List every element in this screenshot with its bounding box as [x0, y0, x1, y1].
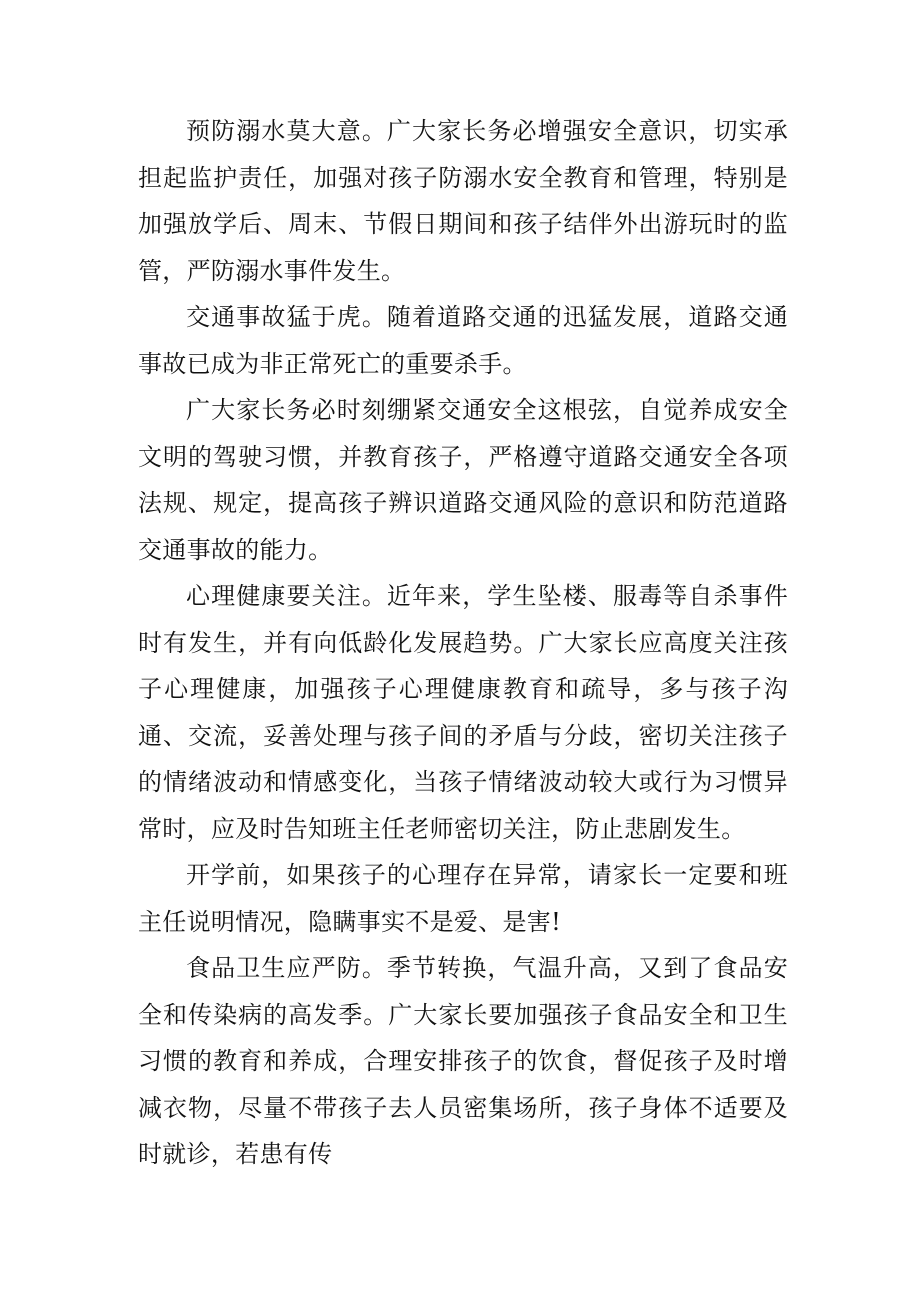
- paragraph-traffic-accidents: 交通事故猛于虎。随着道路交通的迅猛发展，道路交通事故已成为非正常死亡的重要杀手。: [138, 303, 788, 378]
- paragraph-drowning-prevention: 预防溺水莫大意。广大家长务必增强安全意识，切实承担起监护责任，加强对孩子防溺水安全教育和管理，特别是加强放学后、周末、节假日期间和孩子结伴外出游玩时的监管，严防溺水事件发生。: [138, 117, 788, 285]
- paragraph-traffic-safety: 广大家长务必时刻绷紧交通安全这根弦，自觉养成安全文明的驾驶习惯，并教育孩子，严格遵守道路交通安全各项法规、规定，提高孩子辨识道路交通风险的意识和防范道路交通事故的能力。: [138, 396, 788, 564]
- document-body: [138, 108, 788, 1178]
- paragraph-before-school: 开学前，如果孩子的心理存在异常，请家长一定要和班主任说明情况，隐瞒事实不是爱、是害!: [138, 861, 788, 936]
- paragraph-mental-health: 心理健康要关注。近年来，学生坠楼、服毒等自杀事件时有发生，并有向低龄化发展趋势。广大家长应高度关注孩子心理健康，加强孩子心理健康教育和疏导，多与孩子沟通、交流，妥善处理与孩子间的矛盾与分歧，密切关注孩子的情绪波动和情感变化，当孩子情绪波动较大或行为习惯异常时，应及时告知班主任老师密切关注，防止悲剧发生。: [138, 582, 788, 843]
- paragraph-food-hygiene: 食品卫生应严防。季节转换，气温升高，又到了食品安全和传染病的高发季。广大家长要加强孩子食品安全和卫生习惯的教育和养成，合理安排孩子的饮食，督促孩子及时增减衣物，尽量不带孩子去人员密集场所，孩子身体不适要及时就诊，若患有传: [138, 954, 788, 1168]
